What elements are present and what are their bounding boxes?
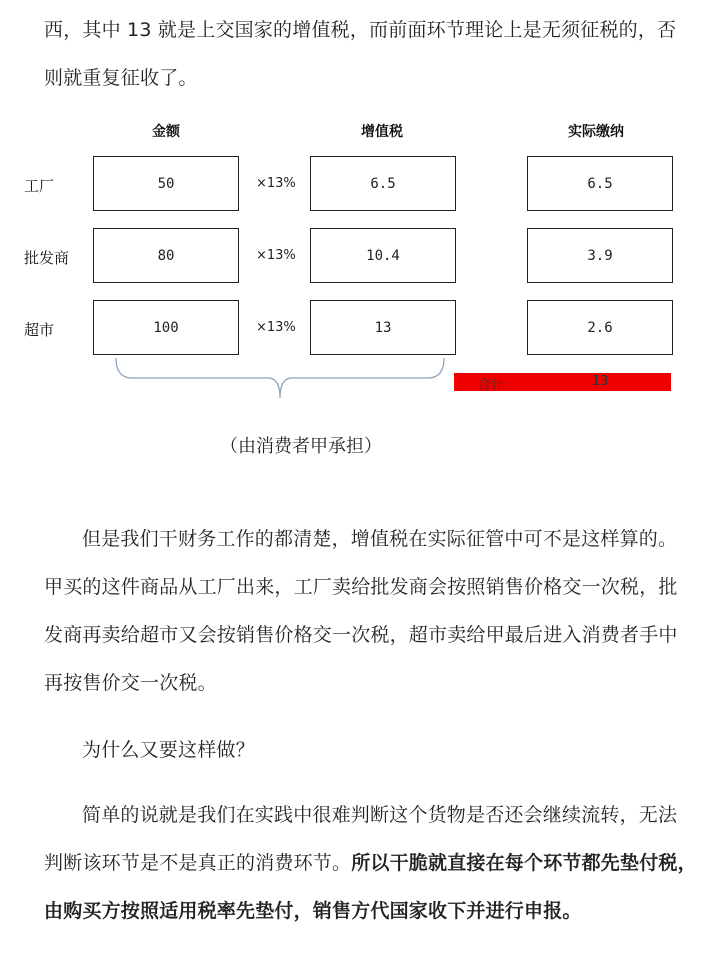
amount-box: 100 <box>93 300 239 355</box>
header-vat: 增值税 <box>361 124 403 140</box>
para-1-line-3: 发商再卖给超市又会按销售价格交一次税，超市卖给甲最后进入消费者手中 <box>44 624 678 646</box>
vat-box: 13 <box>310 300 456 355</box>
multiplier-label: ×13% <box>256 176 296 191</box>
total-bar <box>454 373 671 391</box>
para-3-line-2 <box>44 851 697 875</box>
row-label: 批发商 <box>24 249 70 267</box>
amount-box: 50 <box>93 156 239 211</box>
para-1-line-1: 但是我们干财务工作的都清楚，增值税在实际征管中可不是这样算的。 <box>82 528 678 550</box>
para-1-line-2: 甲买的这件商品从工厂出来，工厂卖给批发商会按照销售价格交一次税，批 <box>44 576 678 598</box>
actual-box: 6.5 <box>527 156 673 211</box>
vat-box: 6.5 <box>310 156 456 211</box>
para-3-line-2-bold: 所以干脆就直接在每个环节都先垫付税， <box>351 852 697 874</box>
total-label: 合计 <box>478 378 505 393</box>
question-line: 为什么又要这样做？ <box>82 739 255 761</box>
total-value: 13 <box>592 374 609 389</box>
actual-box: 3.9 <box>527 228 673 283</box>
curly-brace <box>110 356 450 406</box>
header-actual: 实际缴纳 <box>568 124 624 140</box>
para-1-line-4: 再按售价交一次税。 <box>44 672 217 694</box>
para-3-line-3: 由购买方按照适用税率先垫付，销售方代国家收下并进行申报。 <box>44 900 582 922</box>
para-3-line-1: 简单的说就是我们在实践中很难判断这个货物是否还会继续流转，无法 <box>82 804 678 826</box>
brace-caption: （由消费者甲承担） <box>220 436 382 457</box>
row-label: 超市 <box>24 321 55 339</box>
intro-line-2: 则就重复征收了。 <box>44 67 198 89</box>
amount-box: 80 <box>93 228 239 283</box>
intro-line-1: 西，其中 13 就是上交国家的增值税，而前面环节理论上是无须征税的，否 <box>44 19 677 41</box>
header-amount: 金额 <box>152 124 180 140</box>
para-3-line-2-normal: 判断该环节是不是真正的消费环节。 <box>44 852 352 874</box>
multiplier-label: ×13% <box>256 320 296 335</box>
actual-box: 2.6 <box>527 300 673 355</box>
row-label: 工厂 <box>24 177 55 195</box>
multiplier-label: ×13% <box>256 248 296 263</box>
vat-box: 10.4 <box>310 228 456 283</box>
